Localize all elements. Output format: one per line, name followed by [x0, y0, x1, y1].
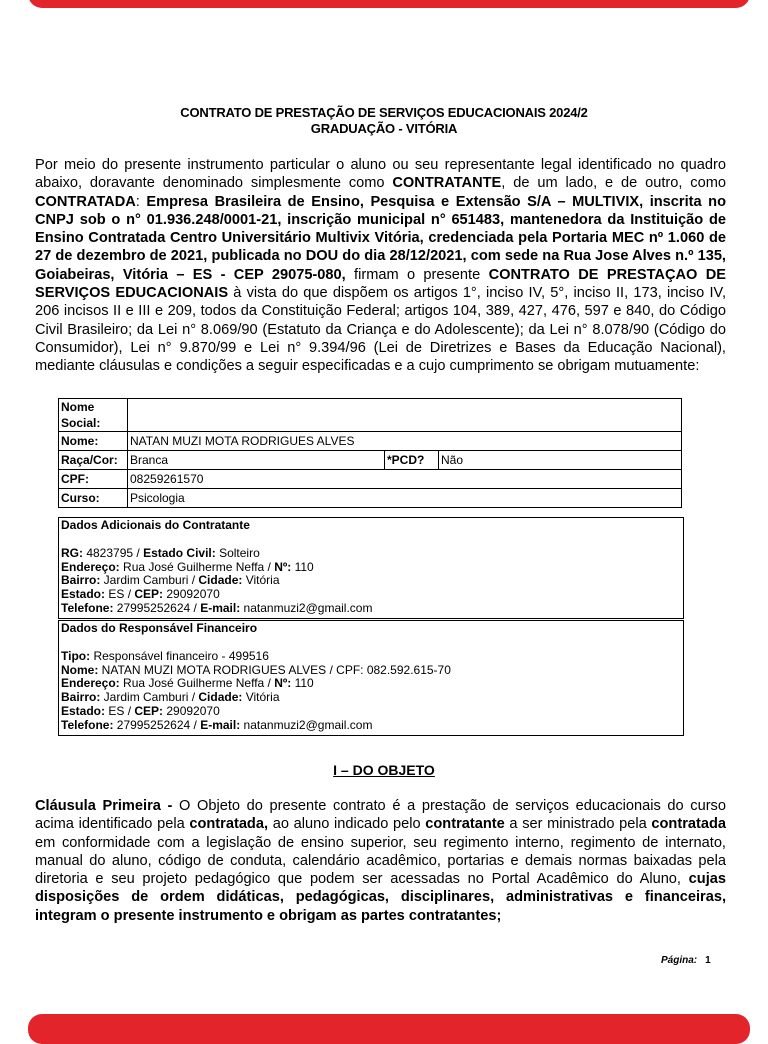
- clause-one-paragraph: Cláusula Primeira - O Objeto do presente contrato é a prestação de serviços educacionais do curso acima identificado pela contratada, ao aluno indicado pelo contratante a ser ministrado pela contratada em conformidade com a legislação de ensino superior, seu regimento interno, regimento de internato, manual do aluno, código de conduta, calendário acadêmico, portarias e demais normas baixadas pela diretoria e seu projeto pedagógico que podem ser acessadas no Portal Acadêmico do Aluno, cujas disposições de ordem didáticas, pedagógicas, disciplinares, administrativas e financeiras, integram o presente instrumento e obrigam as partes contratantes;: [35, 798, 727, 924]
- title-line-2: GRADUAÇÃO - VITÓRIA: [310, 121, 458, 136]
- financial-responsible-box: [58, 620, 684, 736]
- page-number: [661, 955, 711, 966]
- rg-civil-line: RG: 4823795 / Estado Civil: Solteiro: [61, 545, 260, 560]
- table-row: [59, 451, 682, 470]
- intro-contract-name: CONTRATO DE PRESTAÇAO DE SERVIÇOS EDUCACIONAIS: [35, 266, 727, 302]
- name-cpf-line: Nome: NATAN MUZI MOTA RODRIGUES ALVES / CPF: 082.592.615-70: [61, 662, 451, 677]
- clause-label: Cláusula Primeira -: [35, 798, 173, 814]
- intro-paragraph: [35, 156, 726, 376]
- financial-heading: Dados do Responsável Financeiro: [61, 621, 258, 635]
- bottom-red-banner: [28, 1014, 750, 1044]
- contract-title: [0, 105, 768, 137]
- course-value: Psicologia: [128, 489, 682, 508]
- additional-data-box: [58, 517, 684, 619]
- intro-contratante: CONTRATANTE: [392, 175, 502, 192]
- pcd-value: Não: [439, 451, 682, 470]
- intro-text-4: firmam o presente: [345, 266, 489, 283]
- name-label: Nome:: [59, 432, 128, 451]
- social-name-label: Nome Social:: [59, 399, 128, 432]
- address-line: Endereço: Rua José Guilherme Neffa / Nº: 110: [61, 559, 314, 574]
- type-line: Tipo: Responsável financeiro - 499516: [61, 648, 269, 663]
- race-label: Raça/Cor:: [59, 451, 128, 470]
- state-cep-line: Estado: ES / CEP: 29092070: [61, 587, 220, 602]
- title-line-1: CONTRATO DE PRESTAÇÃO DE SERVIÇOS EDUCACIONAIS 2024/2: [180, 105, 588, 120]
- intro-company-details: Empresa Brasileira de Ensino, Pesquisa e Extensão S/A – MULTIVIX, inscrita no CNPJ sob o n° 01.936.248/0001-21, inscrição municipal n° 651483, mantenedora da Instituição de Ensino Contratada Centro Universitário Multivix Vitória, credenciada pela Portaria MEC nº 1.060 de 27 de dezembro de 2021, publicada no DOU do dia 28/12/2021, com sede na Rua Jose Alves n.º 135, Goiabeiras, Vitória – ES - CEP 29075-080,: [35, 193, 726, 283]
- table-row: [59, 470, 682, 489]
- section-heading-object: I – DO OBJETO: [333, 762, 435, 778]
- page-label: Página:: [661, 955, 698, 966]
- district-city-line: Bairro: Jardim Camburi / Cidade: Vitória: [61, 573, 280, 588]
- state-cep-line: Estado: ES / CEP: 29092070: [61, 703, 220, 718]
- table-row: [59, 489, 682, 508]
- intro-text-3: :: [135, 193, 147, 210]
- address-line: Endereço: Rua José Guilherme Neffa / Nº: 110: [61, 676, 314, 691]
- intro-contratada: CONTRATADA: [35, 193, 136, 210]
- district-city-line: Bairro: Jardim Camburi / Cidade: Vitória: [61, 690, 280, 705]
- phone-email-line: Telefone: 27995252624 / E-mail: natanmuzi2@gmail.com: [61, 600, 373, 615]
- cpf-value: 08259261570: [128, 470, 682, 489]
- student-info-table: [58, 398, 682, 508]
- phone-email-line: Telefone: 27995252624 / E-mail: natanmuzi2@gmail.com: [61, 717, 373, 732]
- cpf-label: CPF:: [59, 470, 128, 489]
- intro-text-1: Por meio do presente instrumento particular o aluno ou seu representante legal identificado no quadro abaixo, doravante denominado simplesmente como: [35, 157, 726, 192]
- intro-text-5: à vista do que dispõem os artigos 1°, inciso IV, 5°, inciso II, 173, inciso IV, 206 incisos II e III e 209, todos da Constituição Federal; artigos 104, 389, 427, 476, 597 e 840, do Código Civil Brasileiro; da Lei n° 8.069/90 (Estatuto da Criança e do Adolescente); da Lei n° 8.078/90 (Código do Consumidor), Lei n° 9.870/99 e Lei n° 9.394/96 (Lei de Diretrizes e Bases da Educação Nacional), mediante cláusulas e condições a seguir especificadas e a cujo cumprimento se obrigam mutuamente:: [35, 285, 726, 375]
- page-number-value: 1: [705, 955, 711, 966]
- intro-text-2: , de um lado, e de outro, como: [501, 175, 726, 192]
- race-value: Branca: [128, 451, 385, 470]
- table-row: [59, 399, 682, 432]
- social-name-value: [128, 399, 682, 432]
- course-label: Curso:: [59, 489, 128, 508]
- top-red-banner: [28, 0, 750, 8]
- name-value: NATAN MUZI MOTA RODRIGUES ALVES: [128, 432, 682, 451]
- table-row: [59, 432, 682, 451]
- pcd-label: *PCD?: [385, 451, 439, 470]
- additional-data-heading: Dados Adicionais do Contratante: [61, 518, 250, 532]
